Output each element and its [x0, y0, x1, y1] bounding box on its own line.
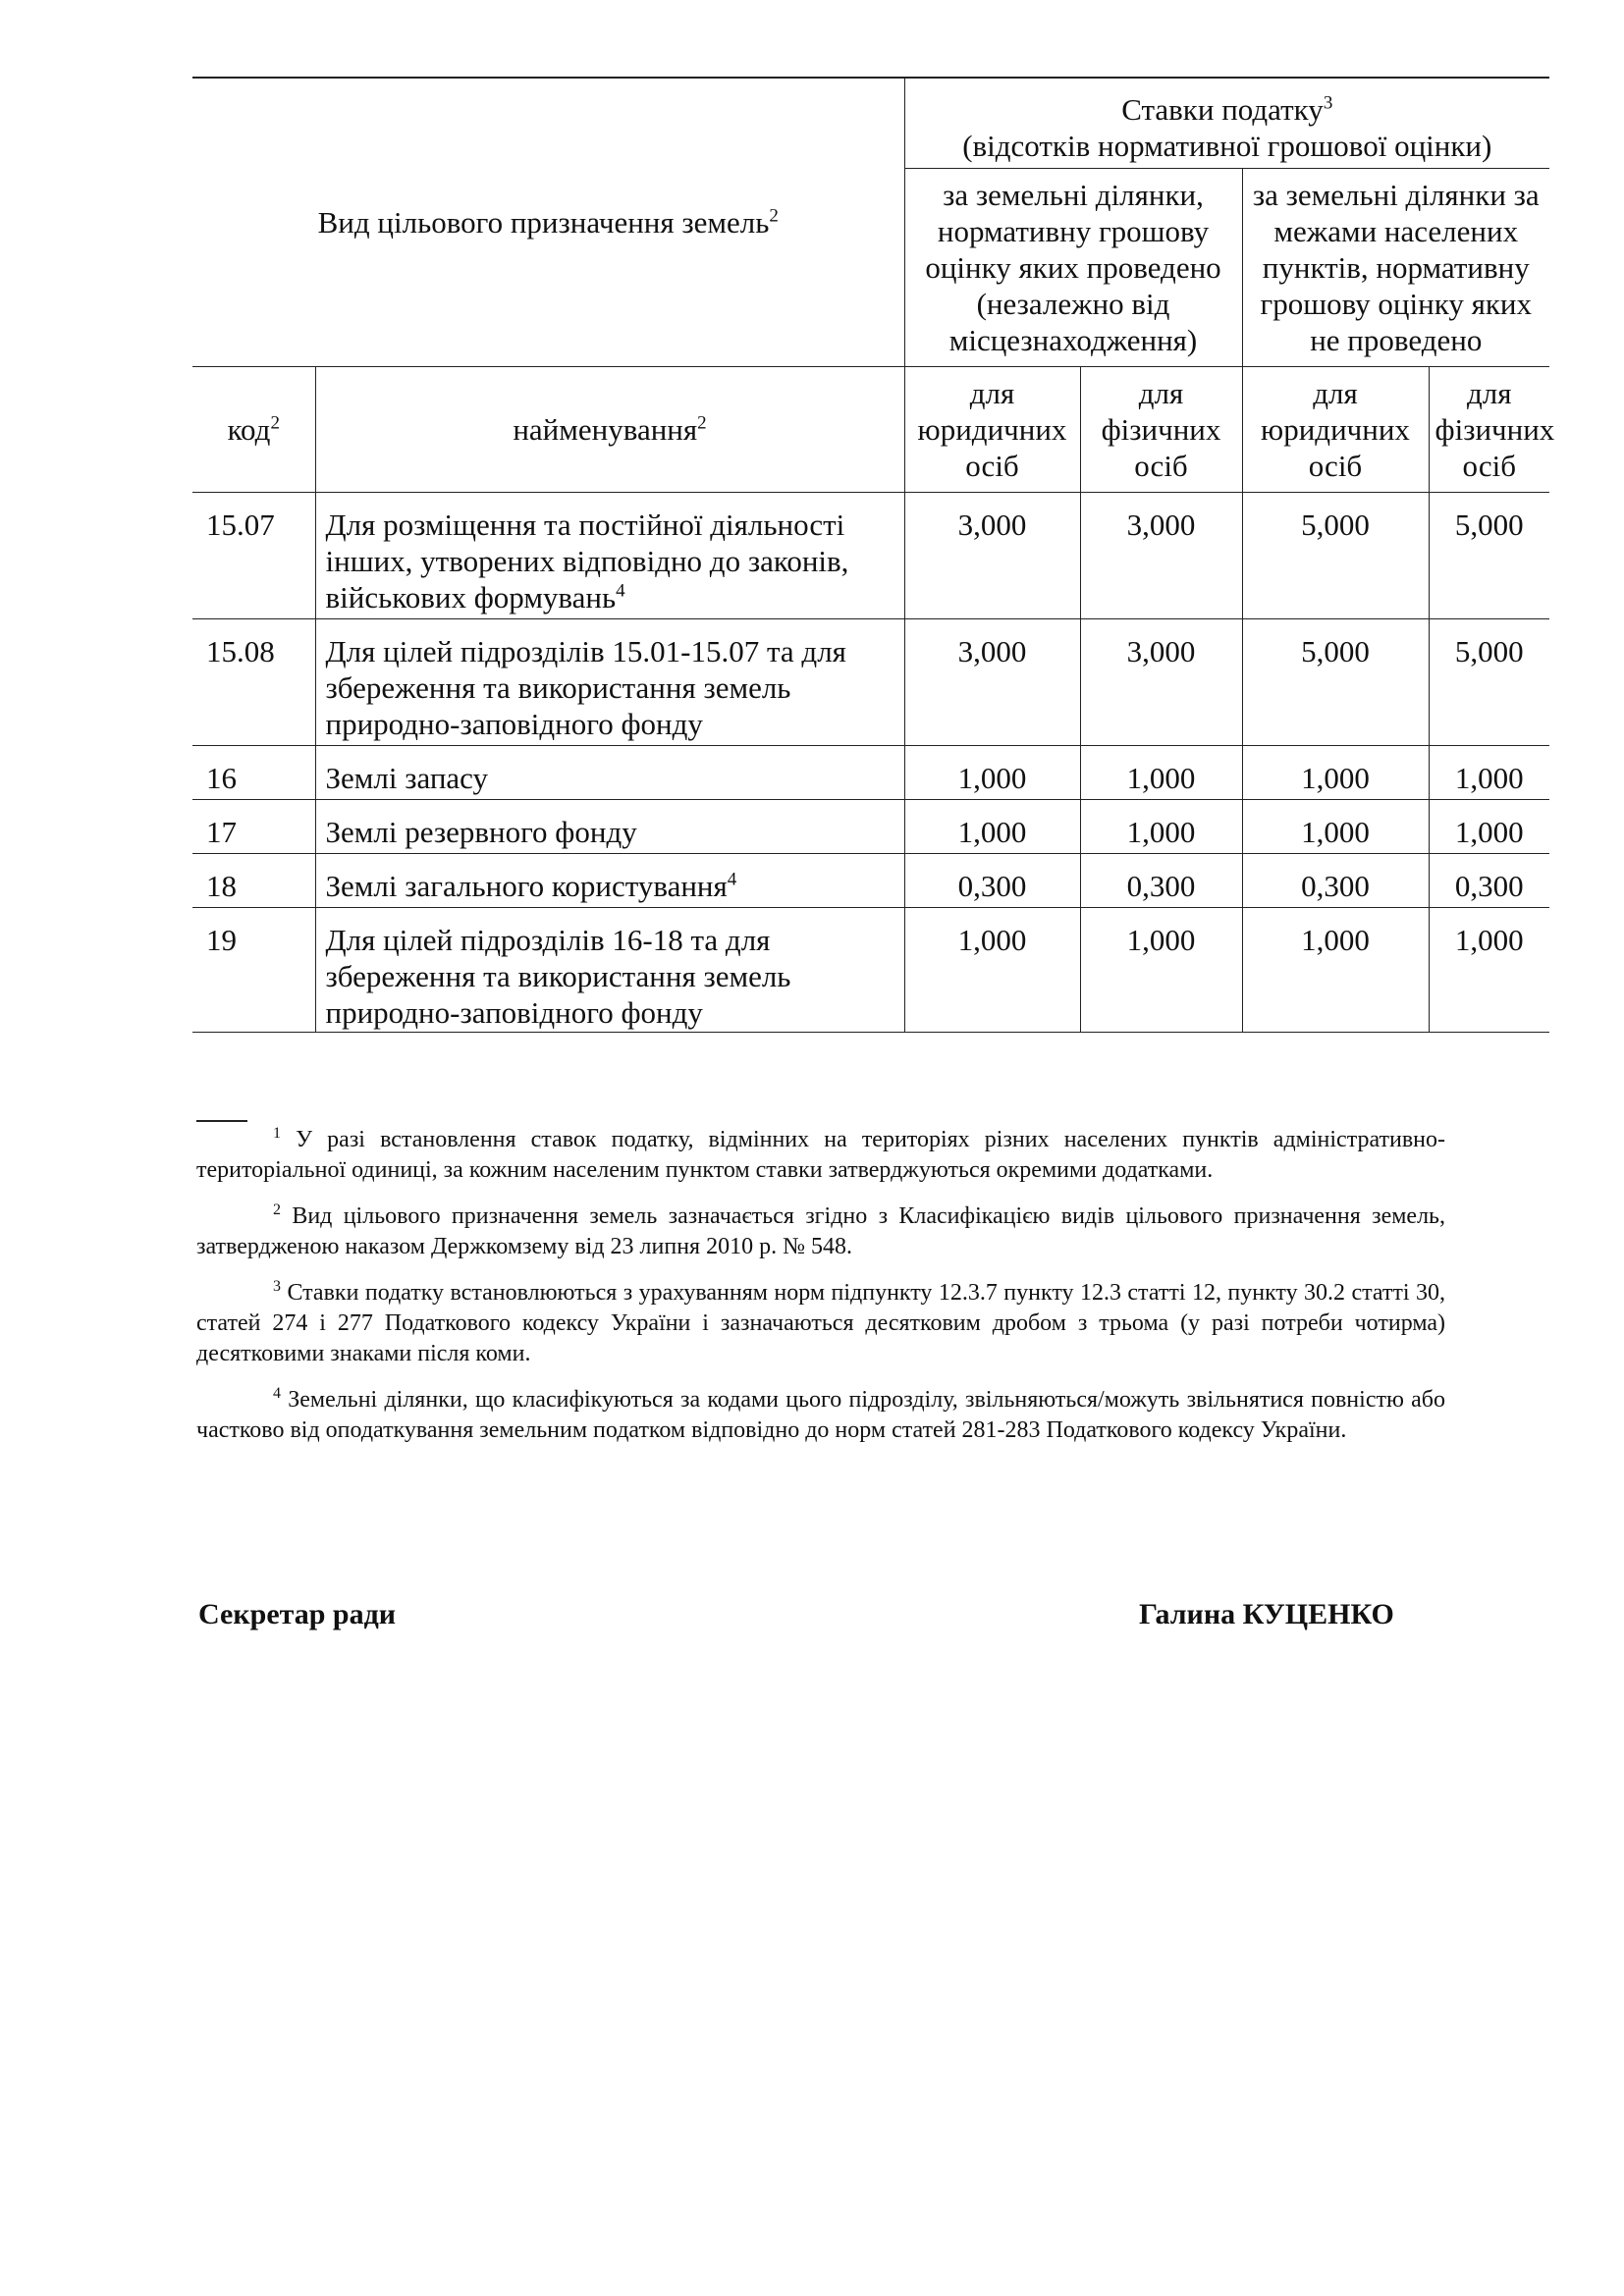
footnotes — [196, 1125, 1445, 1462]
purpose-header-label: Вид цільового призначення земель — [317, 204, 770, 240]
purpose-header — [192, 78, 904, 366]
rate-natural-not-assessed: 1,000 — [1429, 799, 1549, 853]
footnote-mark: 1 — [273, 1125, 281, 1142]
rate-natural-not-assessed: 1,000 — [1429, 907, 1549, 1032]
rate-natural-assessed: 1,000 — [1080, 745, 1242, 799]
table-row — [192, 799, 1549, 853]
purpose-header-sup: 2 — [769, 205, 779, 227]
row-code: 19 — [192, 907, 315, 1032]
footnote-text: У разі встановлення ставок податку, відмінних на територіях різних населених пунктів адміністративно-територіальної одиниці, за кожним населеним пунктом ставки затверджуються окремими додатками. — [196, 1127, 1445, 1183]
row-name: Землі резервного фонду — [315, 799, 904, 853]
rates-title-sup: 3 — [1323, 92, 1333, 114]
rate-legal-assessed: 0,300 — [904, 853, 1080, 907]
rate-natural-assessed: 3,000 — [1080, 618, 1242, 745]
row-code: 15.08 — [192, 618, 315, 745]
name-header-label: найменування — [513, 411, 698, 447]
natural-persons-header-2: для фізичних осіб — [1429, 366, 1549, 492]
row-name-sup: 4 — [727, 869, 737, 890]
rate-legal-assessed: 3,000 — [904, 618, 1080, 745]
rate-natural-assessed: 1,000 — [1080, 907, 1242, 1032]
name-header-sup: 2 — [697, 412, 707, 434]
rate-natural-assessed: 0,300 — [1080, 853, 1242, 907]
row-name: Для цілей підрозділів 15.01-15.07 та для збереження та використання земель природно-заповідного фонду — [315, 618, 904, 745]
table-row — [192, 492, 1549, 618]
rates-header — [904, 78, 1549, 168]
rate-natural-assessed: 3,000 — [1080, 492, 1242, 618]
table-row — [192, 745, 1549, 799]
name-header — [315, 366, 904, 492]
row-name: Землі запасу — [315, 745, 904, 799]
table-row — [192, 907, 1549, 1032]
signature-name: Галина КУЦЕНКО — [1139, 1598, 1394, 1630]
table-row — [192, 853, 1549, 907]
row-name-sup: 4 — [616, 580, 625, 602]
rates-subtitle: (відсотків нормативної грошової оцінки) — [962, 129, 1492, 164]
tax-rates-table — [192, 77, 1555, 1033]
group-not-assessed-header: за земельні ділянки за межами населених пунктів, нормативну грошову оцінку яких не проведено — [1242, 168, 1549, 366]
rate-natural-assessed: 1,000 — [1080, 799, 1242, 853]
rate-legal-assessed: 1,000 — [904, 907, 1080, 1032]
footnote-text: Вид цільового призначення земель зазначається згідно з Класифікацією видів цільового призначення земель, затвердженою наказом Держкомзему від 23 липня 2010 р. № 548. — [196, 1203, 1445, 1259]
rate-legal-not-assessed: 5,000 — [1242, 492, 1429, 618]
code-header-label: код — [227, 411, 271, 447]
footnote-mark: 4 — [273, 1385, 281, 1402]
rate-legal-assessed: 1,000 — [904, 745, 1080, 799]
row-name: Землі загального користування$^4$ — [315, 853, 904, 907]
row-code: 16 — [192, 745, 315, 799]
rate-natural-not-assessed: 0,300 — [1429, 853, 1549, 907]
natural-persons-header-1: для фізичних осіб — [1080, 366, 1242, 492]
row-code: 18 — [192, 853, 315, 907]
footnote-1 — [196, 1125, 1445, 1186]
footnote-separator — [196, 1120, 247, 1122]
code-header — [192, 366, 315, 492]
footnote-2 — [196, 1201, 1445, 1262]
legal-persons-header-2: для юридичних осіб — [1242, 366, 1429, 492]
rate-legal-assessed: 3,000 — [904, 492, 1080, 618]
footnote-mark: 2 — [273, 1201, 281, 1218]
rate-legal-assessed: 1,000 — [904, 799, 1080, 853]
row-code: 15.07 — [192, 492, 315, 618]
code-header-sup: 2 — [270, 412, 280, 434]
group-assessed-header: за земельні ділянки, нормативну грошову оцінку яких проведено (незалежно від місцезнаходження) — [904, 168, 1242, 366]
signature-position: Секретар ради — [198, 1598, 397, 1630]
rate-legal-not-assessed: 5,000 — [1242, 618, 1429, 745]
row-name: Для розміщення та постійної діяльності інших, утворених відповідно до законів, військових формувань$^4$ — [315, 492, 904, 618]
row-code: 17 — [192, 799, 315, 853]
footnote-3 — [196, 1278, 1445, 1369]
rate-legal-not-assessed: 1,000 — [1242, 799, 1429, 853]
table-row — [192, 618, 1549, 745]
footnote-text: Ставки податку встановлюються з урахуванням норм підпункту 12.3.7 пункту 12.3 статті 12, пункту 30.2 статті 30, статей 274 і 277 Податкового кодексу України і зазначаються десятковим дробом з трьома (у разі потреби чотирма) десятковими знаками після коми. — [196, 1280, 1446, 1366]
rate-legal-not-assessed: 1,000 — [1242, 745, 1429, 799]
rate-natural-not-assessed: 1,000 — [1429, 745, 1549, 799]
rate-legal-not-assessed: 1,000 — [1242, 907, 1429, 1032]
rate-natural-not-assessed: 5,000 — [1429, 492, 1549, 618]
rates-title: Ставки податку — [1121, 92, 1324, 128]
row-name: Для цілей підрозділів 16-18 та для збереження та використання земель природно-заповідного фонду — [315, 907, 904, 1032]
footnote-4 — [196, 1385, 1445, 1446]
footnote-text: Земельні ділянки, що класифікуються за кодами цього підрозділу, звільняються/можуть звільнятися повністю або частково від оподаткування земельним податком відповідно до норм статей 281-283 Податкового кодексу України. — [196, 1387, 1445, 1443]
rate-legal-not-assessed: 0,300 — [1242, 853, 1429, 907]
legal-persons-header-1: для юридичних осіб — [904, 366, 1080, 492]
rate-natural-not-assessed: 5,000 — [1429, 618, 1549, 745]
footnote-mark: 3 — [273, 1278, 281, 1295]
